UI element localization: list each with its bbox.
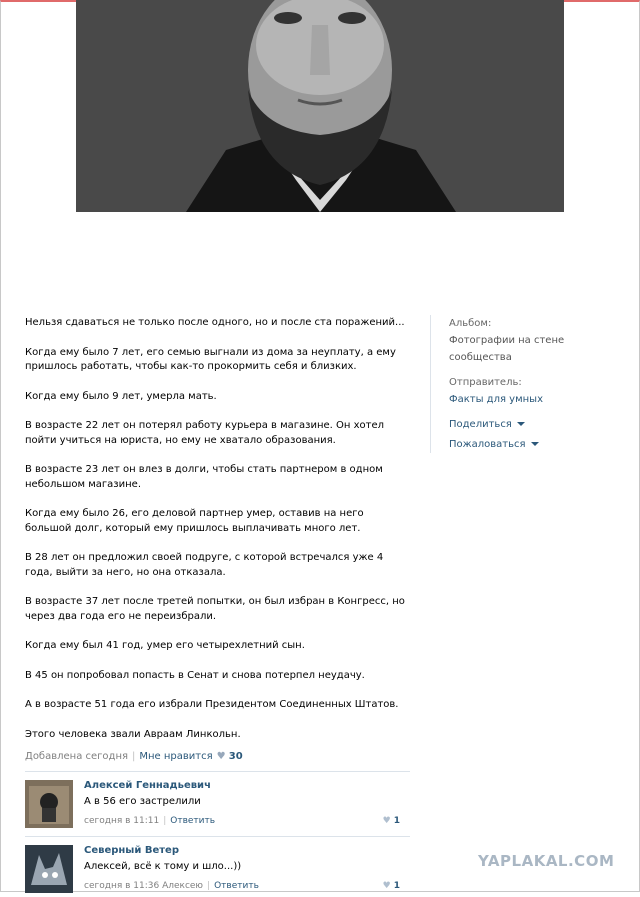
- heart-icon: ♥: [382, 816, 391, 826]
- comment-like-button[interactable]: [383, 816, 400, 826]
- photo-sidebar: [430, 315, 599, 453]
- post-date: Добавлена сегодня: [25, 751, 128, 762]
- post-paragraph: В 28 лет он предложил своей подруге, с которой встречался уже 4 года, выйти за него, но она отказала.: [25, 552, 384, 578]
- report-label: Пожаловаться: [449, 439, 526, 450]
- comment-like-button[interactable]: [383, 881, 400, 891]
- post-paragraph: Когда ему было 7 лет, его семью выгнали из дома за неуплату, а ему пришлось работать, чтобы как-то прокормить себя и близких.: [25, 346, 396, 372]
- post-text: [25, 316, 405, 757]
- post-photo[interactable]: [76, 0, 564, 212]
- separator: |: [207, 881, 211, 891]
- divider: [25, 771, 410, 772]
- site-watermark: YAPLAKAL.COM: [478, 852, 615, 870]
- album-label: Альбом:: [449, 318, 492, 329]
- post-paragraph: А в возрасте 51 года его избрали Президентом Соединенных Штатов.: [25, 699, 399, 710]
- post-paragraph: В 45 он попробовал попасть в Сенат и снова потерпел неудачу.: [25, 669, 365, 681]
- chevron-down-icon: [531, 442, 539, 446]
- post-paragraph: Когда ему было 26, его деловой партнер умер, оставив на него большой долг, который ему пришлось выплачивать много лет.: [25, 508, 364, 534]
- comment-author[interactable]: Алексей Геннадьевич: [84, 780, 211, 791]
- chevron-down-icon: [517, 422, 525, 426]
- comment-info: [84, 881, 259, 891]
- like-label: Мне нравится: [139, 751, 213, 762]
- comment-time: сегодня в 11:11: [84, 816, 160, 826]
- sender-label: Отправитель:: [449, 377, 522, 388]
- separator: |: [163, 816, 167, 826]
- avatar[interactable]: [25, 780, 73, 828]
- avatar[interactable]: [25, 845, 73, 893]
- post-paragraph: Когда ему был 41 год, умер его четырехлетний сын.: [25, 640, 305, 651]
- report-button[interactable]: [449, 436, 599, 453]
- separator: |: [132, 751, 136, 762]
- post-paragraph: Когда ему было 9 лет, умерла мать.: [25, 390, 217, 402]
- reply-button[interactable]: Ответить: [214, 881, 259, 891]
- like-count: 30: [228, 751, 243, 762]
- comment-like-count: 1: [393, 881, 400, 891]
- reply-button[interactable]: Ответить: [170, 816, 216, 826]
- portrait-image: [76, 0, 564, 212]
- comment-time: сегодня в 11:36 Алексею: [84, 881, 204, 891]
- sender-link[interactable]: Факты для умных: [449, 394, 543, 405]
- share-label: Поделиться: [449, 419, 512, 430]
- comment-text: А в 56 его застрелили: [84, 796, 201, 807]
- comment-item: [25, 780, 410, 832]
- comment-author[interactable]: Северный Ветер: [84, 845, 179, 856]
- comment-like-count: 1: [393, 816, 400, 826]
- comment-item: [25, 845, 410, 897]
- post-paragraph: Нельзя сдаваться не только после одного, но и после ста поражений...: [25, 317, 405, 328]
- heart-icon: ♥: [382, 881, 391, 891]
- comment-info: [84, 816, 215, 826]
- share-button[interactable]: [449, 416, 599, 433]
- post-paragraph: В возрасте 22 лет он потерял работу курьера в магазине. Он хотел пойти учиться на юриста, но ему не хватало образования.: [25, 420, 385, 446]
- post-meta: [25, 751, 243, 762]
- divider: [25, 836, 410, 837]
- post-paragraph: В возрасте 23 лет он влез в долги, чтобы стать партнером в одном небольшом магазине.: [25, 464, 383, 490]
- post-paragraph: Этого человека звали Авраам Линкольн.: [25, 728, 241, 740]
- post-paragraph: В возрасте 37 лет после третей попытки, он был избран в Конгресс, но через два года его не переизбрали.: [25, 596, 405, 622]
- heart-icon: ♥: [216, 751, 226, 762]
- album-value[interactable]: Фотографии на стене сообщества: [449, 335, 565, 363]
- comment-text: Алексей, всё к тому и шло...)): [84, 861, 242, 872]
- like-button[interactable]: [139, 751, 242, 762]
